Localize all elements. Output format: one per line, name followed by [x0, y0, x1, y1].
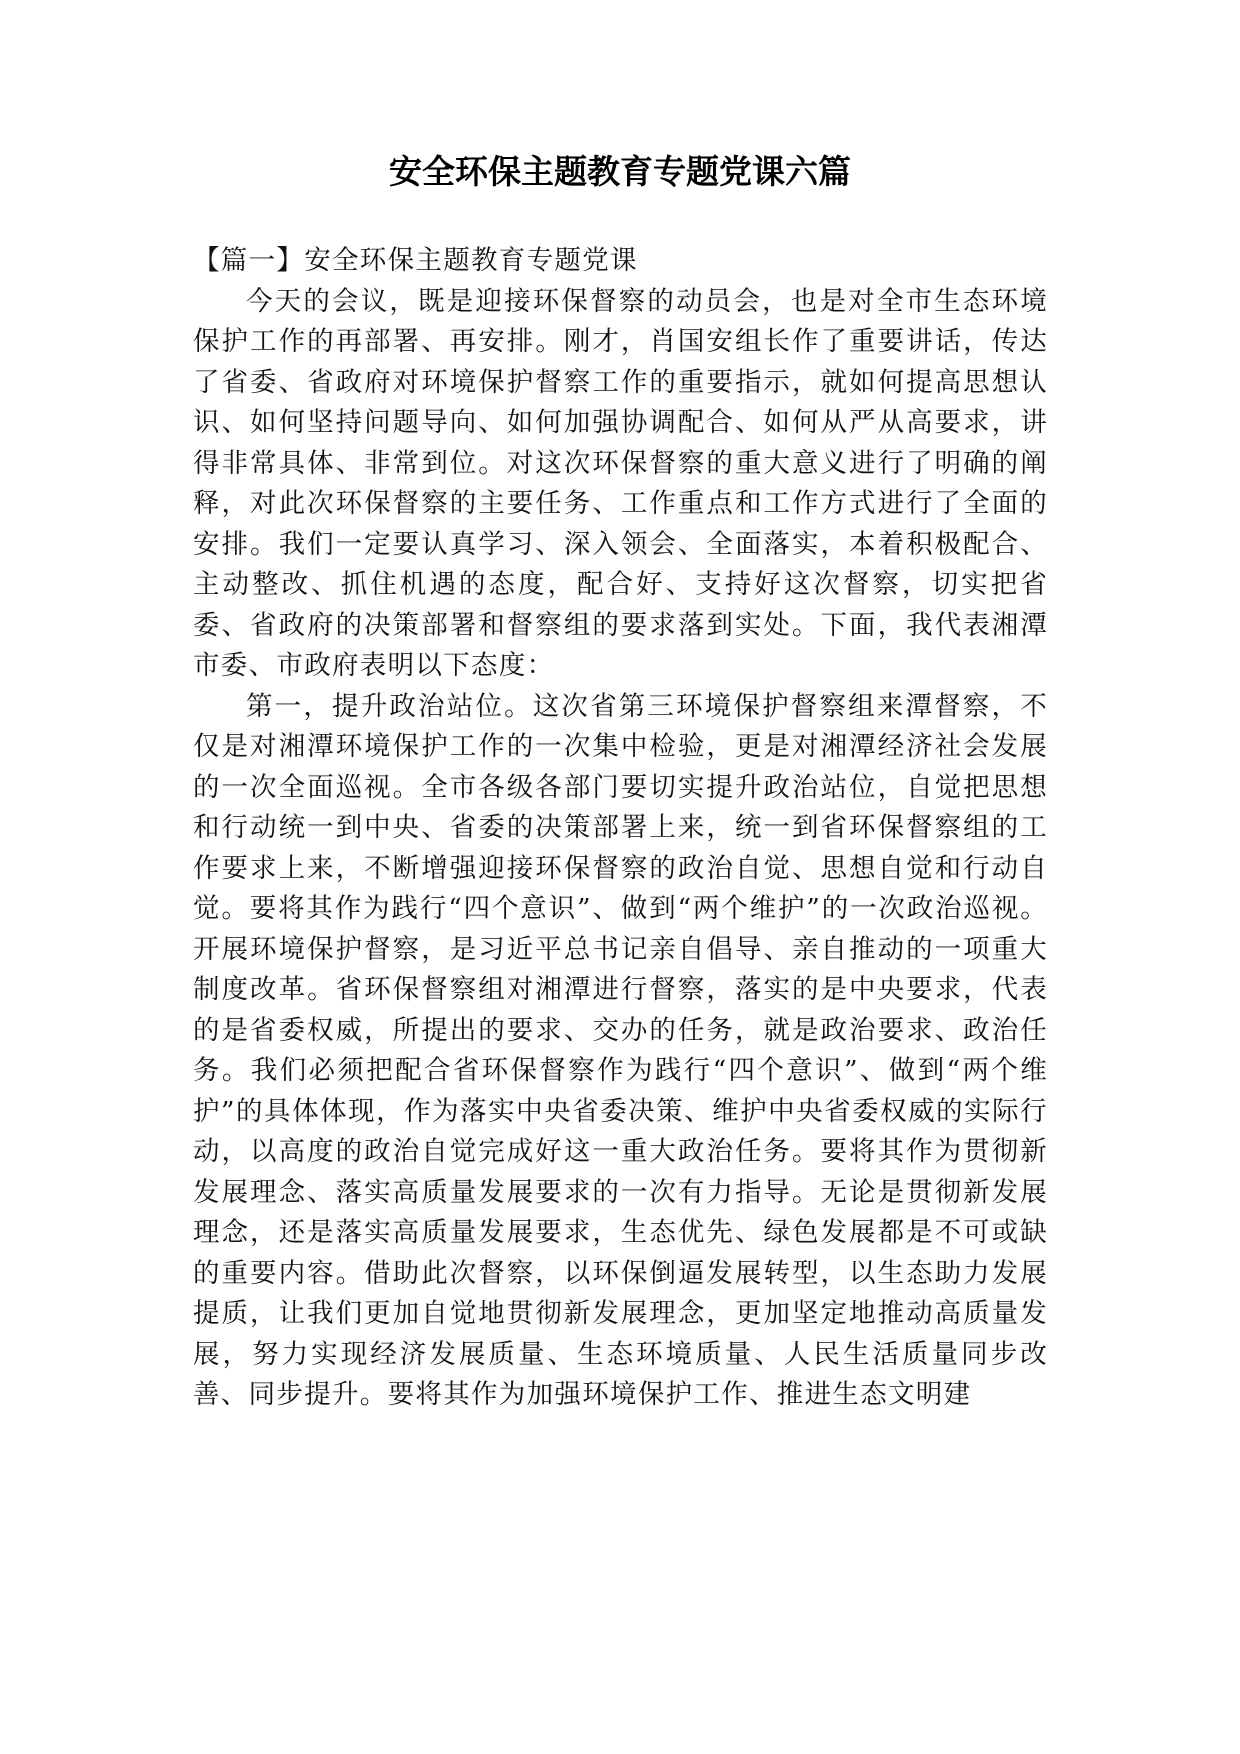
document-body — [193, 241, 1048, 1416]
document-title: 安全环保主题教育专题党课六篇 — [389, 152, 851, 191]
section-heading: 【篇一】安全环保主题教育专题党课 — [193, 245, 638, 276]
paragraph-first-point: 第一，提升政治站位。这次省第三环境保护督察组来潭督察，不仅是对湘潭环境保护工作的一次集中检验，更是对湘潭经济社会发展的一次全面巡视。全市各级各部门要切实提升政治站位，自觉把思想和行动统一到中央、省委的决策部署上来，统一到省环保督察组的工作要求上来，不断增强迎接环保督察的政治自觉、思想自觉和行动自觉。要将其作为践行“四个意识”、做到“两个维护”的一次政治巡视。开展环境保护督察，是习近平总书记亲自倡导、亲自推动的一项重大制度改革。省环保督察组对湘潭进行督察，落实的是中央要求，代表的是省委权威，所提出的要求、交办的任务，就是政治要求、政治任务。我们必须把配合省环保督察作为践行“四个意识”、做到“两个维护”的具体体现，作为落实中央省委决策、维护中央省委权威的实际行动，以高度的政治自觉完成好这一重大政治任务。要将其作为贯彻新发展理念、落实高质量发展要求的一次有力指导。无论是贯彻新发展理念，还是落实高质量发展要求，生态优先、绿色发展都是不可或缺的重要内容。借助此次督察，以环保倒逼发展转型，以生态助力发展提质，让我们更加自觉地贯彻新发展理念，更加坚定地推动高质量发展，努力实现经济发展质量、生态环境质量、人民生活质量同步改善、同步提升。要将其作为加强环境保护工作、推进生态文明建 — [193, 690, 1048, 1410]
paragraph-intro: 今天的会议，既是迎接环保督察的动员会，也是对全市生态环境保护工作的再部署、再安排。刚才，肖国安组长作了重要讲话，传达了省委、省政府对环境保护督察工作的重要指示，就如何提高思想认识、如何坚持问题导向、如何加强协调配合、如何从严从高要求，讲得非常具体、非常到位。对这次环保督察的重大意义进行了明确的阐释，对此次环保督察的主要任务、工作重点和工作方式进行了全面的安排。我们一定要认真学习、深入领会、全面落实，本着积极配合、主动整改、抓住机遇的态度，配合好、支持好这次督察，切实把省委、省政府的决策部署和督察组的要求落到实处。下面，我代表湘潭市委、市政府表明以下态度： — [193, 285, 1048, 681]
